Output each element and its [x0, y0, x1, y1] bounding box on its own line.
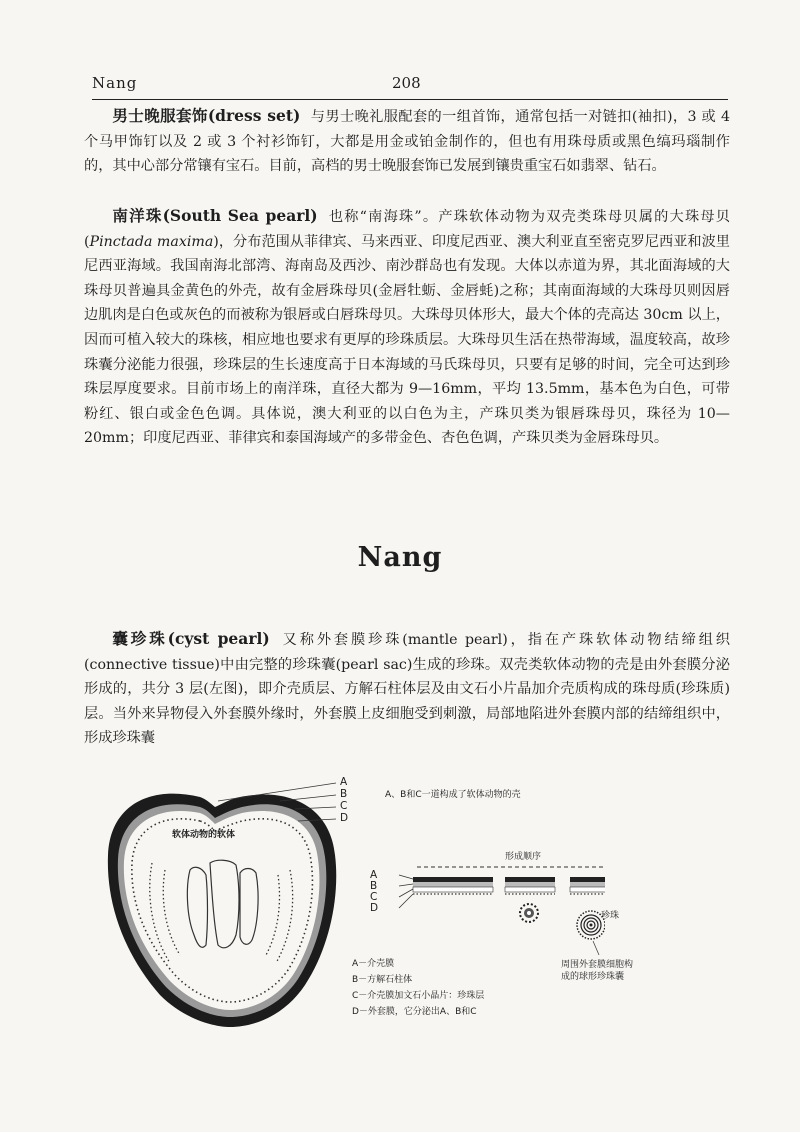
seq-pointer — [399, 875, 413, 879]
legend-item: A－介壳膜 — [352, 959, 395, 969]
sac-pointer — [593, 941, 599, 955]
running-head-word: Nang — [92, 74, 138, 92]
layer-strip-3 — [570, 877, 605, 894]
entry-text: 与男士晚礼服配套的一组首饰，通常包括一对链扣(袖扣)，3 或 4 个马甲饰钉以及 2 或 3 个衬衫饰钉，大都是用金或铂金制作的，但也有用珠母质或黑色缟玛瑙制作的，其中心部分常镶有宝石。目前，高档的男士晚服套饰已发展到镶贵重宝石如翡翠、钻石。 — [84, 109, 730, 175]
pearl-sac-label-line2: 成的球形珍珠囊 — [561, 972, 625, 982]
shell-diagram — [90, 775, 355, 1040]
entry-south-sea-pearl — [84, 204, 730, 451]
layer-strip-2 — [505, 877, 555, 894]
running-head — [92, 74, 728, 98]
entry-text: 又称外套膜珍珠(mantle pearl)，指在产珠软体动物结缔组织(connective tissue)中由完整的珍珠囊(pearl sac)生成的珍珠。双壳类软体动物的壳是由外套膜分泌形成的，共分 3 层(左图)，即介壳质层、方解石柱体层及由文石小片晶加介壳质构成的珠母质(珍珠质)层。当外来异物侵入外套膜外缘时，外套膜上皮细胞受到刺激，局部地陷进外套膜内部的结缔组织中，形成珍珠囊 — [84, 632, 730, 747]
entry-headword: 囊珍珠(cyst pearl) — [112, 629, 270, 648]
formation-order-label: 形成顺序 — [505, 852, 542, 862]
shell-composition-caption: A、B和C一道构成了软体动物的壳 — [385, 790, 521, 800]
entry-text: 也称“南海珠”。产珠软体动物为双壳类珠母贝属的大珠母贝( — [84, 209, 730, 250]
legend-item: C－介壳膜加文石小晶片：珍珠层 — [352, 991, 485, 1001]
page-number: 208 — [392, 74, 421, 92]
header-rule — [92, 99, 728, 100]
shell-label-a: A — [340, 776, 348, 788]
pearl-label: 珍珠 — [601, 911, 620, 921]
forming-pearl-sac — [520, 904, 538, 922]
scientific-name: Pinctada maxima — [89, 233, 214, 250]
entry-headword: 南洋珠(South Sea pearl) — [112, 206, 318, 225]
seq-label-a: A — [370, 869, 378, 881]
seq-label-d: D — [370, 902, 379, 914]
layer-strip-1 — [413, 877, 493, 894]
legend-item: D－外套膜，它分泌出A、B和C — [352, 1007, 477, 1017]
entry-dress-set — [84, 104, 730, 179]
shell-label-c: C — [340, 800, 348, 812]
entry-cyst-pearl — [84, 627, 730, 751]
pearl-sac-label-line1: 周围外套膜细胞构 — [561, 960, 634, 970]
entry-text: )，分布范围从菲律宾、马来西亚、印度尼西亚、澳大利亚直至密克罗尼西亚和波里尼西亚海域。我国南海北部湾、海南岛及西沙、南沙群岛也有发现。大体以赤道为界，其北面海域的大珠母贝普遍具金黄色的外壳，故有金唇珠母贝(金唇牡蛎、金唇蚝)之称；其南面海域的大珠母贝则因唇边肌肉是白色或灰色的而被称为银唇或白唇珠母贝。大珠母贝体形大，最大个体的壳高达 30cm 以上，因而可植入较大的珠核，相应地也要求有更厚的珍珠质层。大珠母贝生活在热带海域，温度较高，故珍珠囊分泌能力很强，珍珠层的生长速度高于日本海域的马氏珠母贝，只要有足够的时间，完全可达到珍珠层厚度要求。目前市场上的南洋珠，直径大都为 9—16mm，平均 13.5mm，基本色为白色，可带粉红、银白或金色色调。具体说，澳大利亚的以白色为主，产珠贝类为银唇珠母贝，珠径为 10—20mm；印度尼西亚、菲律宾和泰国海域产的多带金色、杏色色调，产珠贝类为金唇珠母贝。 — [84, 233, 730, 447]
seq-label-b: B — [370, 880, 378, 892]
seq-label-c: C — [370, 891, 378, 903]
section-heading: Nang — [357, 542, 443, 573]
legend-item: B－方解石柱体 — [352, 975, 413, 985]
shell-label-d: D — [340, 812, 349, 824]
soft-body-label: 软体动物的软体 — [172, 830, 236, 840]
seq-pointer — [399, 884, 413, 886]
shell-label-b: B — [340, 788, 348, 800]
entry-headword: 男士晚服套饰(dress set) — [112, 106, 301, 125]
